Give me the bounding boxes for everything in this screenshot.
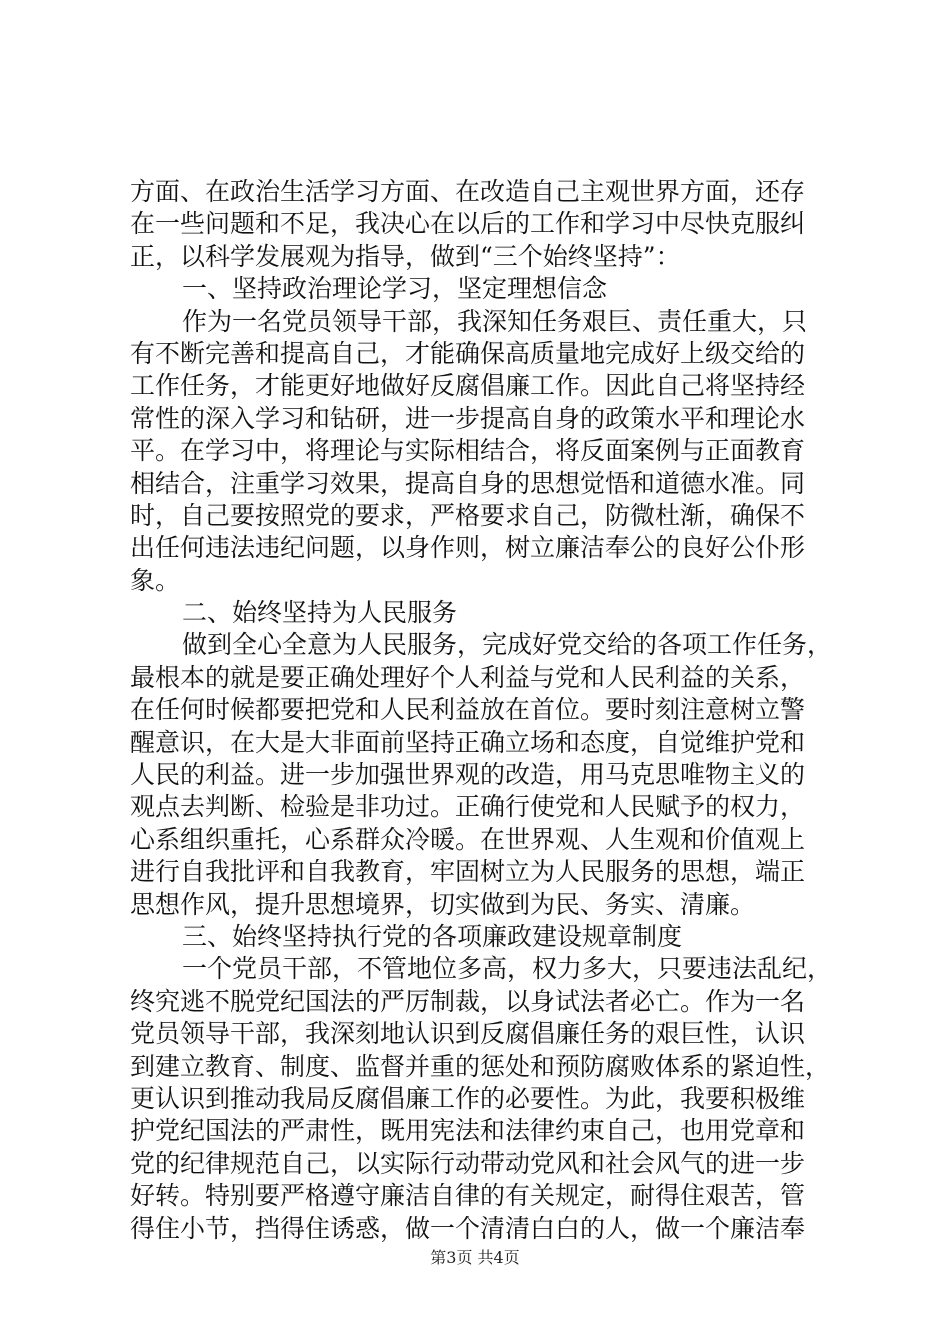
body-line: 好转。特别要严格遵守廉洁自律的有关规定，耐得住艰苦，管 (130, 1181, 806, 1211)
section-heading-1: 一、坚持政治理论学习，坚定理想信念 (182, 274, 608, 304)
body-line: 最根本的就是要正确处理好个人利益与党和人民利益的关系， (130, 662, 806, 692)
body-line: 时，自己要按照党的要求，严格要求自己，防微杜渐，确保不 (130, 500, 806, 530)
body-line: 相结合，注重学习效果，提高自身的思想觉悟和道德水准。同 (130, 468, 806, 498)
body-line: 到建立教育、制度、监督并重的惩处和预防腐败体系的紧迫性， (130, 1051, 831, 1081)
body-line: 党员领导干部，我深刻地认识到反腐倡廉任务的艰巨性，认识 (130, 1019, 806, 1049)
body-line: 在一些问题和不足，我决心在以后的工作和学习中尽快克服纠 (130, 209, 806, 239)
document-body (130, 176, 835, 1245)
body-line: 进行自我批评和自我教育，牢固树立为人民服务的思想，端正 (130, 857, 806, 887)
body-line: 思想作风，提升思想境界，切实做到为民、务实、清廉。 (130, 889, 756, 919)
body-line: 更认识到推动我局反腐倡廉工作的必要性。为此，我要积极维 (130, 1083, 806, 1113)
body-line: 象。 (130, 565, 181, 595)
page-number-footer: 第3页 共4页 (430, 1248, 520, 1267)
section-heading-3: 三、始终坚持执行党的各项廉政建设规章制度 (182, 921, 683, 951)
section-heading-2: 二、始终坚持为人民服务 (182, 598, 458, 628)
body-line: 工作任务，才能更好地做好反腐倡廉工作。因此自己将坚持经 (130, 371, 806, 401)
body-line: 常性的深入学习和钻研，进一步提高自身的政策水平和理论水 (130, 403, 806, 433)
body-line: 方面、在政治生活学习方面、在改造自己主观世界方面，还存 (130, 177, 806, 206)
body-line: 一个党员干部，不管地位多高，权力多大，只要违法乱纪， (182, 954, 833, 984)
body-line: 醒意识，在大是大非面前坚持正确立场和态度，自觉维护党和 (130, 727, 806, 757)
body-line: 平。在学习中，将理论与实际相结合，将反面案例与正面教育 (130, 436, 806, 466)
body-line: 护党纪国法的严肃性，既用宪法和法律约束自己，也用党章和 (130, 1116, 806, 1146)
body-line: 党的纪律规范自己，以实际行动带动党风和社会风气的进一步 (130, 1148, 806, 1178)
body-line: 出任何违法违纪问题，以身作则，树立廉洁奉公的良好公仆形 (130, 533, 806, 563)
body-line: 人民的利益。进一步加强世界观的改造，用马克思唯物主义的 (130, 760, 806, 790)
body-line: 观点去判断、检验是非功过。正确行使党和人民赋予的权力， (130, 792, 806, 822)
body-line: 心系组织重托，心系群众冷暖。在世界观、人生观和价值观上 (130, 824, 806, 854)
body-line: 得住小节，挡得住诱惑，做一个清清白白的人，做一个廉洁奉 (130, 1213, 806, 1243)
body-line: 做到全心全意为人民服务，完成好党交给的各项工作任务， (182, 630, 833, 660)
body-line: 在任何时候都要把党和人民利益放在首位。要时刻注意树立警 (130, 695, 806, 725)
body-line: 作为一名党员领导干部，我深知任务艰巨、责任重大，只 (182, 306, 808, 336)
body-line: 正，以科学发展观为指导，做到“三个始终坚持”： (130, 241, 681, 271)
body-line: 有不断完善和提高自己，才能确保高质量地完成好上级交给的 (130, 338, 806, 368)
body-line: 终究逃不脱党纪国法的严厉制裁，以身试法者必亡。作为一名 (130, 986, 806, 1016)
